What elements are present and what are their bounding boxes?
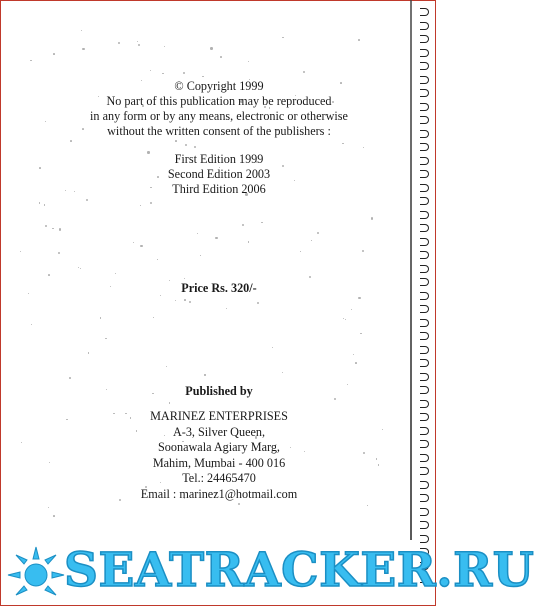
speck bbox=[66, 419, 68, 421]
speck bbox=[160, 482, 161, 483]
speck bbox=[189, 301, 191, 303]
speck bbox=[185, 144, 187, 146]
binding-loop bbox=[420, 440, 429, 448]
speck bbox=[145, 486, 147, 488]
speck bbox=[30, 60, 31, 61]
speck bbox=[194, 146, 196, 148]
speck bbox=[215, 492, 217, 494]
price-label: Price Rs. 320/- bbox=[181, 281, 257, 295]
speck bbox=[147, 151, 149, 153]
binding-loop bbox=[420, 292, 429, 300]
speck bbox=[245, 193, 247, 195]
binding-loop bbox=[420, 116, 429, 124]
rights-line-2: in any form or by any means, electronic or otherwise bbox=[90, 109, 348, 123]
speck bbox=[138, 44, 140, 46]
speck bbox=[166, 366, 167, 367]
speck bbox=[160, 295, 162, 297]
speck bbox=[290, 447, 291, 448]
spiral-binding bbox=[418, 0, 432, 590]
speck bbox=[248, 241, 249, 242]
speck bbox=[142, 105, 144, 107]
speck bbox=[300, 251, 301, 252]
first-edition: First Edition 1999 bbox=[174, 152, 264, 166]
speck bbox=[311, 240, 312, 241]
rights-line-3: without the written consent of the publishers : bbox=[107, 124, 331, 138]
binding-loop bbox=[420, 89, 429, 97]
speck bbox=[81, 30, 82, 31]
binding-loop bbox=[420, 35, 429, 43]
email-address: Email : marinez1@hotmail.com bbox=[140, 486, 298, 501]
binding-loop bbox=[420, 467, 429, 475]
second-edition: Second Edition 2003 bbox=[167, 167, 271, 181]
speck bbox=[49, 462, 50, 463]
speck bbox=[183, 159, 185, 161]
speck bbox=[200, 255, 201, 256]
speck bbox=[353, 354, 354, 355]
speck bbox=[358, 39, 360, 41]
speck bbox=[53, 53, 55, 55]
binding-loop bbox=[420, 400, 429, 408]
speck bbox=[200, 116, 202, 118]
speck bbox=[220, 56, 222, 58]
speck bbox=[211, 466, 213, 468]
speck bbox=[169, 280, 170, 281]
rights-line-1: No part of this publication may be reproduced bbox=[106, 94, 332, 108]
speck bbox=[238, 503, 240, 505]
binding-loop bbox=[420, 494, 429, 502]
binding-loop bbox=[420, 386, 429, 394]
speck bbox=[44, 204, 46, 206]
speck bbox=[226, 308, 227, 309]
speck bbox=[48, 507, 50, 509]
speck bbox=[39, 202, 40, 203]
speck bbox=[157, 259, 158, 260]
speck bbox=[219, 167, 220, 168]
speck bbox=[80, 268, 81, 269]
speck bbox=[295, 95, 296, 96]
speck bbox=[28, 293, 29, 294]
speck bbox=[136, 430, 137, 431]
speck bbox=[215, 237, 217, 239]
binding-loop bbox=[420, 454, 429, 462]
binding-loop bbox=[420, 224, 429, 232]
speck bbox=[140, 245, 142, 247]
speck bbox=[115, 273, 116, 274]
address-line-1: A-3, Silver Queen, bbox=[172, 424, 266, 439]
speck bbox=[272, 347, 273, 348]
speck bbox=[257, 302, 259, 304]
speck bbox=[78, 267, 80, 269]
speck bbox=[282, 372, 283, 373]
binding-loop bbox=[420, 76, 429, 84]
speck bbox=[86, 199, 88, 201]
binding-loop bbox=[420, 211, 429, 219]
speck bbox=[269, 107, 270, 108]
speck bbox=[169, 402, 171, 404]
binding-loop bbox=[420, 49, 429, 57]
published-by-heading: Published by bbox=[185, 384, 253, 398]
speck bbox=[175, 140, 177, 142]
speck bbox=[100, 317, 102, 319]
speck bbox=[69, 377, 71, 379]
speck bbox=[53, 515, 55, 517]
binding-loop bbox=[420, 373, 429, 381]
binding-loop bbox=[420, 481, 429, 489]
binding-loop bbox=[420, 413, 429, 421]
speck bbox=[248, 61, 249, 62]
speck bbox=[309, 276, 311, 278]
speck bbox=[118, 42, 120, 44]
speck bbox=[304, 451, 305, 452]
speck bbox=[105, 338, 107, 340]
binding-loop bbox=[420, 359, 429, 367]
speck bbox=[240, 100, 242, 102]
publisher-block bbox=[0, 409, 438, 502]
speck bbox=[164, 46, 165, 47]
speck bbox=[360, 333, 361, 334]
binding-loop bbox=[420, 130, 429, 138]
binding-loop bbox=[420, 265, 429, 273]
binding-loop bbox=[420, 251, 429, 259]
speck bbox=[150, 70, 151, 71]
speck bbox=[204, 374, 205, 375]
binding-loop bbox=[420, 8, 429, 16]
speck bbox=[119, 499, 121, 501]
speck bbox=[249, 79, 250, 80]
speck bbox=[340, 82, 342, 84]
speck bbox=[351, 309, 352, 310]
copyright-block bbox=[0, 79, 438, 139]
speck bbox=[261, 222, 263, 224]
binding-loop bbox=[420, 521, 429, 529]
speck bbox=[363, 147, 364, 148]
binding-loop bbox=[420, 305, 429, 313]
binding-loop bbox=[420, 62, 429, 70]
speck bbox=[282, 37, 284, 39]
speck bbox=[358, 297, 360, 299]
publisher-name: MARINEZ ENTERPRISES bbox=[150, 409, 288, 423]
binding-loop bbox=[420, 143, 429, 151]
speck bbox=[58, 252, 60, 254]
speck bbox=[342, 143, 344, 145]
sun-icon bbox=[8, 545, 64, 601]
speck bbox=[303, 71, 305, 73]
speck bbox=[175, 300, 176, 301]
binding-loop bbox=[420, 238, 429, 246]
speck bbox=[317, 232, 319, 234]
binding-loop bbox=[420, 184, 429, 192]
speck bbox=[184, 299, 186, 301]
binding-loop bbox=[420, 427, 429, 435]
watermark-text: SEATRACKER.RU bbox=[64, 543, 534, 598]
speck bbox=[70, 140, 72, 142]
binding-loop bbox=[420, 319, 429, 327]
speck bbox=[153, 317, 154, 318]
binding-loop bbox=[420, 346, 429, 354]
binding-loop bbox=[420, 170, 429, 178]
speck bbox=[31, 324, 32, 325]
binding-loop bbox=[420, 103, 429, 111]
speck bbox=[133, 242, 134, 243]
speck bbox=[88, 352, 89, 353]
speck bbox=[264, 106, 266, 108]
speck bbox=[202, 76, 204, 78]
speck bbox=[59, 228, 61, 230]
speck bbox=[343, 318, 345, 320]
binding-loop bbox=[420, 508, 429, 516]
speck bbox=[52, 228, 54, 230]
speck bbox=[355, 362, 357, 364]
binding-loop bbox=[420, 22, 429, 30]
speck bbox=[39, 167, 41, 169]
speck bbox=[334, 398, 336, 400]
speck bbox=[48, 274, 50, 276]
speck bbox=[82, 48, 84, 50]
speck bbox=[367, 505, 368, 506]
speck bbox=[130, 417, 131, 418]
binding-loop bbox=[420, 332, 429, 340]
binding-edge bbox=[410, 0, 412, 540]
speck bbox=[140, 205, 141, 206]
speck bbox=[45, 225, 47, 227]
speck bbox=[210, 47, 212, 49]
binding-loop bbox=[420, 157, 429, 165]
speck bbox=[184, 278, 185, 279]
speck bbox=[197, 233, 198, 234]
speck bbox=[20, 251, 21, 252]
address-line-2: Soonawala Agiary Marg, bbox=[158, 440, 280, 454]
binding-loop bbox=[420, 197, 429, 205]
speck bbox=[294, 180, 295, 181]
telephone: Tel.: 24465470 bbox=[182, 471, 256, 485]
speck bbox=[242, 224, 244, 226]
third-edition: Third Edition 2006 bbox=[172, 182, 266, 196]
address-line-3: Mahim, Mumbai - 400 016 bbox=[152, 455, 286, 470]
speck bbox=[162, 73, 164, 75]
speck bbox=[137, 41, 139, 43]
watermark bbox=[0, 535, 534, 603]
speck bbox=[362, 250, 364, 252]
speck bbox=[150, 202, 152, 204]
copyright-notice: © Copyright 1999 bbox=[174, 79, 264, 93]
binding-loop bbox=[420, 278, 429, 286]
speck bbox=[345, 319, 346, 320]
speck bbox=[183, 72, 185, 74]
speck bbox=[98, 96, 99, 97]
speck bbox=[371, 217, 373, 219]
